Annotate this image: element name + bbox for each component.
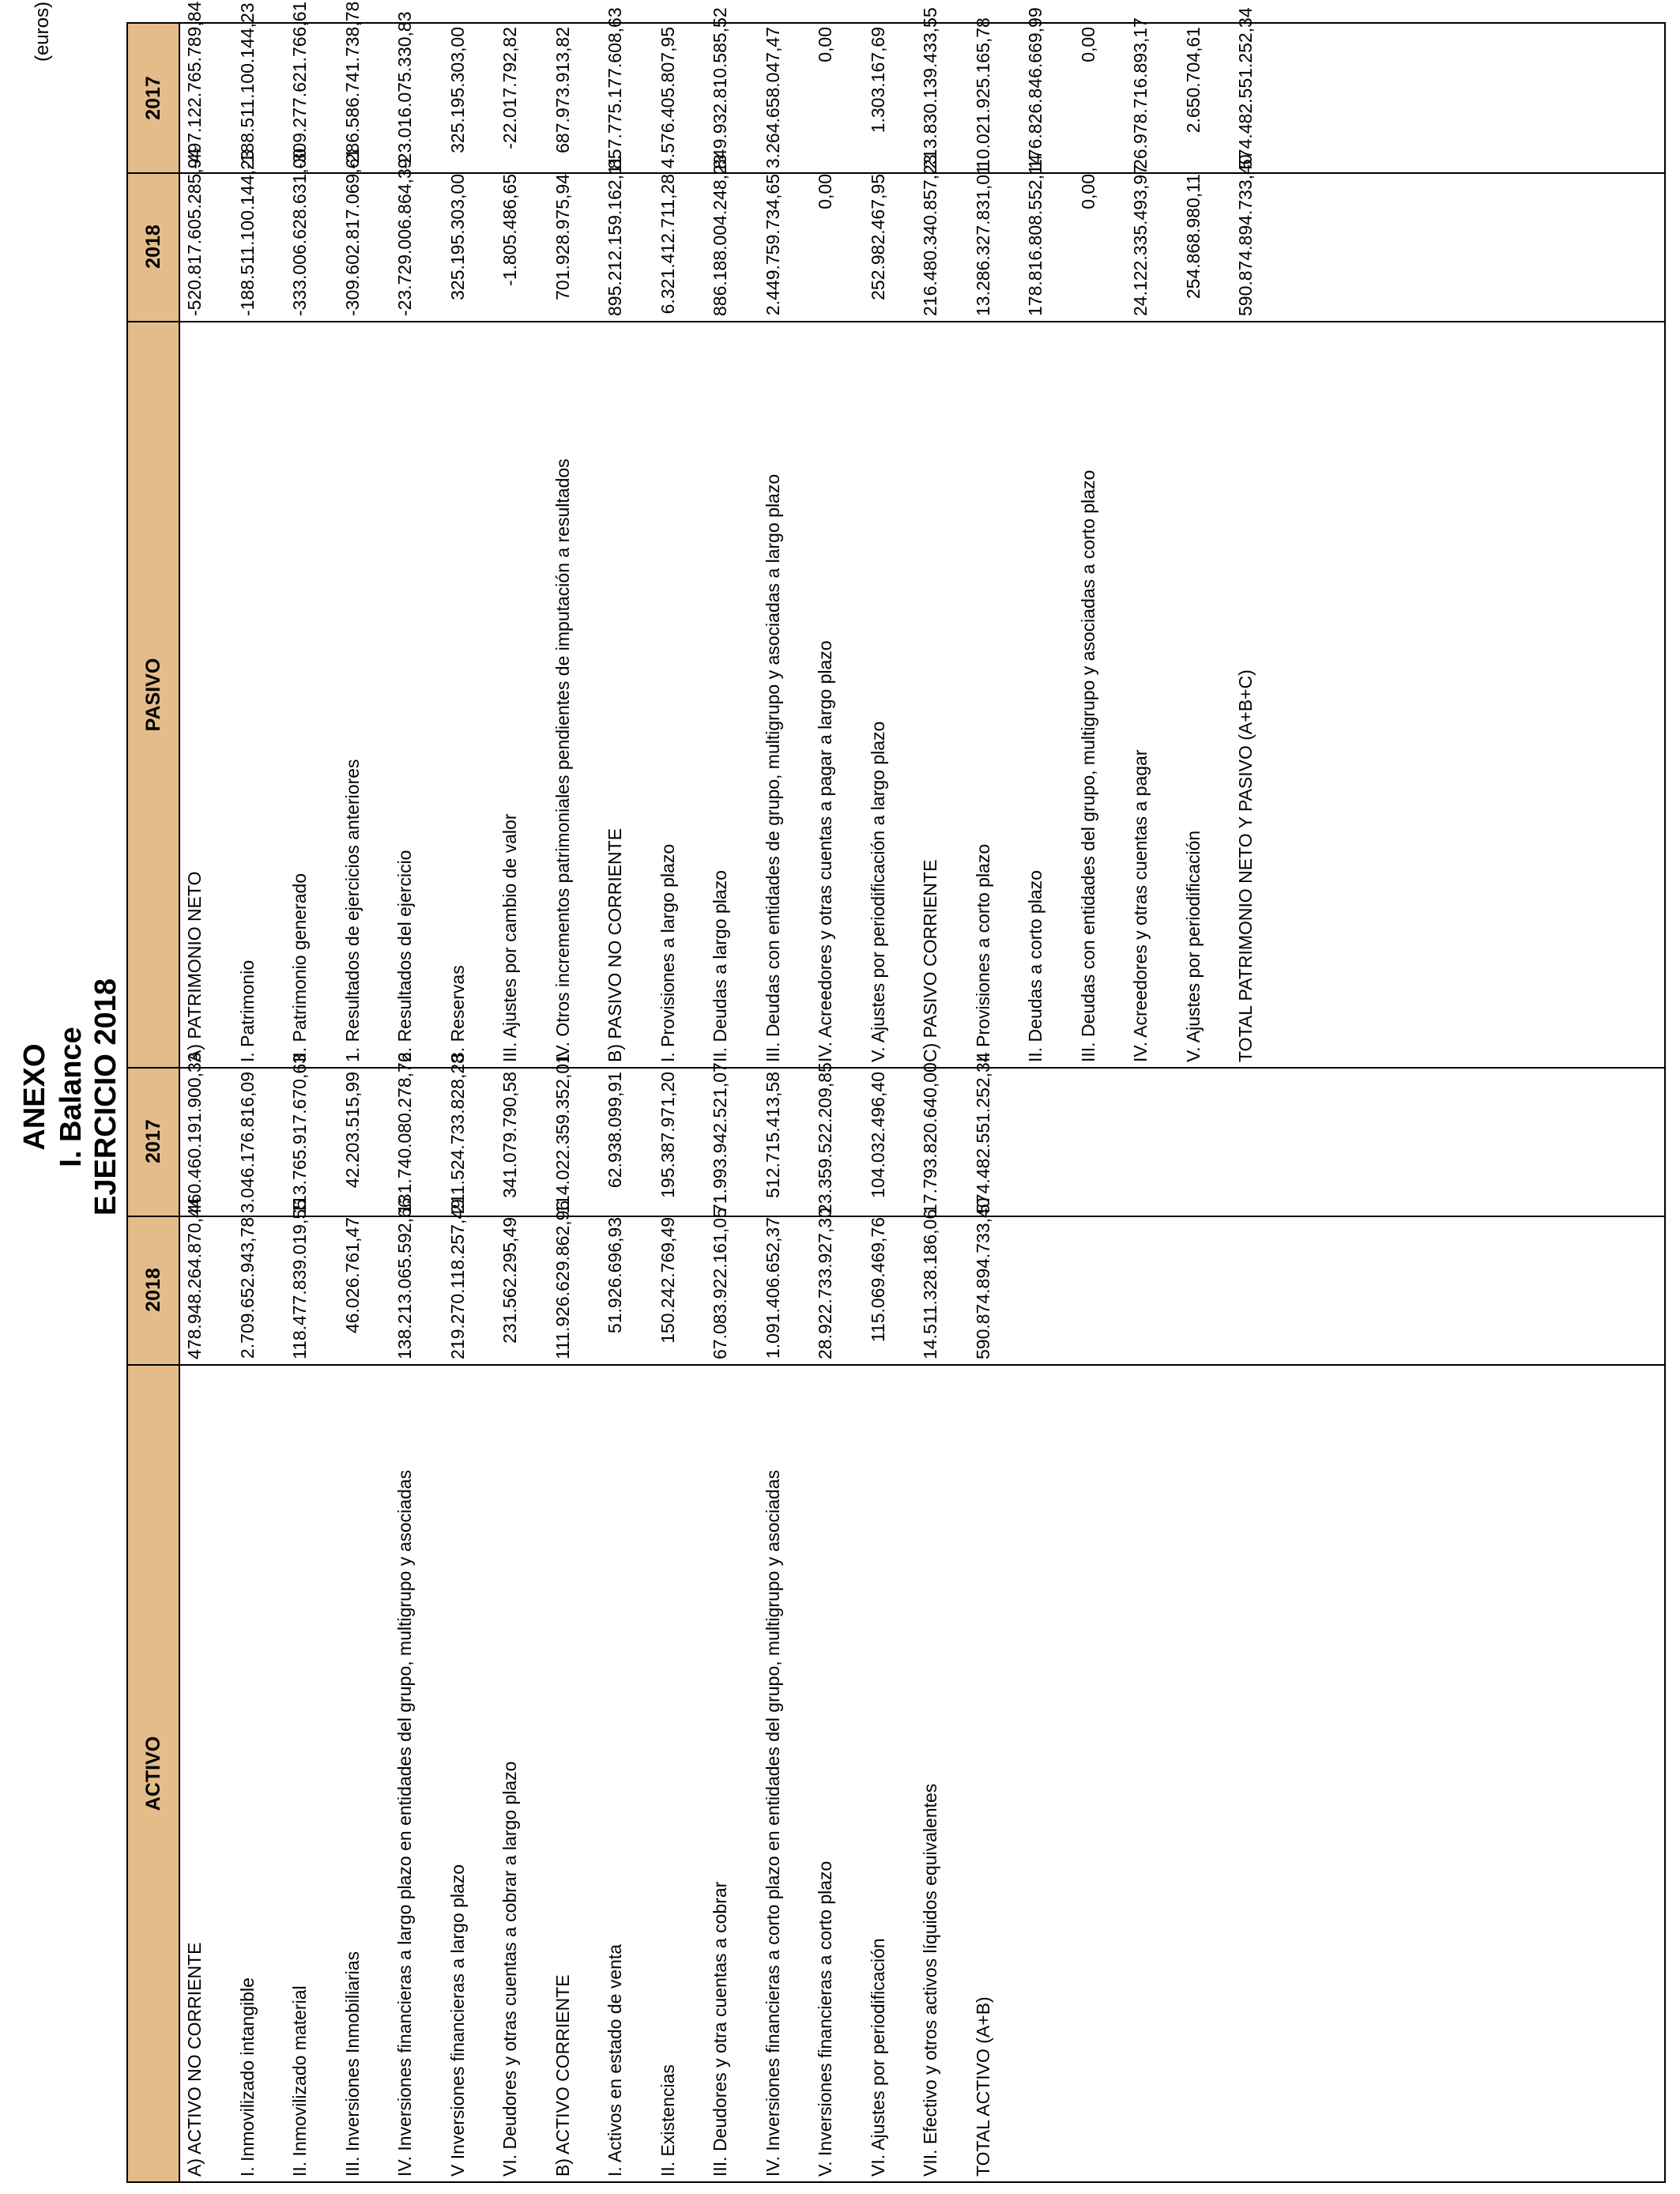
activo-row-value-2018: 51.926.696,93 bbox=[605, 1217, 625, 1334]
activo-header bbox=[128, 1069, 180, 2181]
activo-row-value-2017: 104.032.496,40 bbox=[867, 1072, 888, 1198]
fiscal-year-title: EJERCICIO 2018 bbox=[89, 978, 122, 1216]
pasivo-row bbox=[706, 7, 758, 1067]
pasivo-row-label: 3. Reservas bbox=[446, 965, 468, 1062]
pasivo-row-label: V. Ajustes por periodificación a largo plazo bbox=[867, 721, 888, 1062]
pasivo-row-value-2018: -188.511.100.144,23 bbox=[236, 149, 258, 316]
activo-row bbox=[654, 1069, 706, 2181]
activo-row bbox=[233, 1069, 285, 2181]
pasivo-row bbox=[390, 11, 443, 1067]
activo-row-value-2018: 590.874.894.733,40 bbox=[972, 1197, 993, 1359]
activo-row-value-2017: 460.460.191.900,33 bbox=[184, 1052, 205, 1214]
activo-header-2017: 2017 bbox=[142, 1119, 164, 1163]
activo-row-label: VI. Ajustes por periodificación bbox=[867, 1938, 888, 2177]
pasivo-table bbox=[126, 1, 1666, 1069]
activo-row-label: B) ACTIVO CORRIENTE bbox=[552, 1974, 573, 2177]
pasivo-row-value-2018: 252.982.467,95 bbox=[867, 174, 888, 300]
pasivo-row-value-2017: 4.576.405.807,95 bbox=[657, 27, 678, 169]
activo-row-value-2018: 1.091.406.652,37 bbox=[762, 1217, 783, 1359]
activo-row bbox=[285, 1054, 337, 2181]
pasivo-row bbox=[495, 24, 548, 1067]
activo-row bbox=[443, 1054, 495, 2181]
pasivo-row-value-2018: 2.449.759.734,65 bbox=[762, 174, 783, 316]
pasivo-row-value-2018: -333.006.628.631,00 bbox=[289, 148, 310, 316]
pasivo-row-label: V. Ajustes por periodificación bbox=[1182, 830, 1203, 1062]
activo-row-label: II. Existencias bbox=[657, 2064, 678, 2177]
activo-row-value-2018: 2.709.652.943,78 bbox=[236, 1217, 258, 1359]
pasivo-row-value-2018: 6.321.412.711,28 bbox=[657, 174, 678, 315]
pasivo-row bbox=[285, 1, 337, 1067]
pasivo-row-label: C) PASIVO CORRIENTE bbox=[920, 859, 940, 1062]
pasivo-row-value-2017: -188.511.100.144,23 bbox=[236, 2, 258, 169]
pasivo-row bbox=[443, 24, 495, 1067]
pasivo-row-value-2017: 849.932.810.585,52 bbox=[710, 7, 730, 169]
pasivo-row-value-2018: 590.874.894.733,40 bbox=[1235, 154, 1256, 316]
pasivo-row-value-2017: 574.482.551.252,34 bbox=[1235, 7, 1256, 169]
pasivo-row-value-2017: 857.775.177.608,63 bbox=[605, 7, 625, 169]
activo-row-value-2018: 14.511.328.186,06 bbox=[920, 1208, 940, 1359]
activo-row-label: TOTAL ACTIVO (A+B) bbox=[972, 1996, 993, 2177]
activo-row-value-2018: 115.069.469,76 bbox=[867, 1217, 888, 1343]
activo-row-value-2017: 131.740.080.278,76 bbox=[394, 1052, 415, 1214]
activo-row-value-2018: 150.242.769,49 bbox=[657, 1217, 678, 1344]
balance-subtitle: I. Balance bbox=[55, 1027, 88, 1167]
activo-row-label: VI. Deudores y otras cuentas a cobrar a largo plazo bbox=[499, 1761, 520, 2177]
pasivo-row bbox=[916, 7, 968, 1067]
pasivo-row-value-2017: -23.016.075.330,83 bbox=[394, 11, 415, 169]
pasivo-row-value-2018: -1.805.486,65 bbox=[499, 174, 520, 286]
pasivo-row bbox=[811, 24, 863, 1067]
activo-header-2018: 2018 bbox=[142, 1268, 164, 1312]
pasivo-row-value-2017: 0,00 bbox=[815, 27, 835, 62]
activo-row bbox=[390, 1052, 443, 2181]
pasivo-row bbox=[233, 2, 285, 1067]
activo-table bbox=[126, 1052, 1666, 2183]
pasivo-row-value-2018: 895.212.159.162,11 bbox=[605, 156, 625, 316]
activo-row-label: I. Activos en estado de venta bbox=[605, 1943, 625, 2177]
pasivo-row bbox=[1126, 17, 1178, 1067]
activo-row bbox=[969, 1052, 1021, 2181]
currency-unit: (euros) bbox=[32, 2, 53, 62]
activo-row-value-2018: 67.083.922.161,05 bbox=[710, 1208, 730, 1359]
pasivo-row-value-2017: 10.021.925.165,78 bbox=[972, 17, 993, 169]
activo-row-value-2017: 42.203.515,99 bbox=[341, 1072, 363, 1189]
activo-row-value-2018: 231.562.295,49 bbox=[499, 1217, 520, 1344]
activo-row-value-2018: 28.922.733.927,30 bbox=[815, 1208, 835, 1359]
pasivo-row-value-2017: 3.264.658.047,47 bbox=[762, 27, 783, 169]
activo-row-value-2018: 46.026.761,47 bbox=[341, 1217, 363, 1334]
pasivo-row bbox=[1231, 7, 1283, 1067]
pasivo-row bbox=[864, 24, 916, 1067]
activo-row bbox=[811, 1062, 863, 2181]
pasivo-row-value-2017: -22.017.792,82 bbox=[499, 27, 520, 149]
activo-row-label: IV. Inversiones financieras a largo plazo en entidades del grupo, multigrupo y asociadas bbox=[394, 1469, 415, 2177]
pasivo-row-value-2017: -286.586.741.738,78 bbox=[341, 1, 363, 169]
pasivo-row bbox=[1179, 24, 1231, 1067]
activo-row-value-2018: 118.477.839.019,55 bbox=[289, 1199, 310, 1359]
pasivo-row-value-2018: 178.816.808.552,14 bbox=[1025, 154, 1045, 316]
pasivo-row bbox=[601, 7, 653, 1067]
pasivo-row bbox=[1021, 7, 1073, 1067]
activo-row-label: IV. Inversiones financieras a corto plazo en entidades del grupo, multigrupo y asociadas bbox=[762, 1469, 783, 2177]
pasivo-row-value-2017: 687.973.913,82 bbox=[552, 27, 573, 153]
activo-row-label: II. Inmovilizado material bbox=[289, 1985, 310, 2177]
activo-row bbox=[338, 1069, 390, 2181]
pasivo-row-label: III. Ajustes por cambio de valor bbox=[499, 813, 520, 1062]
pasivo-row bbox=[548, 24, 601, 1067]
activo-row-value-2017: 71.993.942.521,07 bbox=[710, 1062, 730, 1214]
pasivo-row-label: 2. Resultados del ejercicio bbox=[394, 850, 415, 1062]
pasivo-row-label: I. Patrimonio bbox=[236, 959, 258, 1062]
pasivo-row-value-2017: 0,00 bbox=[1077, 27, 1098, 62]
pasivo-row-label: B) PASIVO NO CORRIENTE bbox=[605, 827, 625, 1062]
pasivo-row bbox=[759, 24, 811, 1067]
pasivo-row-value-2018: 0,00 bbox=[815, 174, 835, 209]
pasivo-row-value-2017: 325.195.303,00 bbox=[446, 27, 468, 153]
pasivo-row-label: IV. Otros incrementos patrimoniales pendientes de imputación a resultados bbox=[552, 458, 573, 1062]
pasivo-row-value-2017: -309.277.621.766,61 bbox=[289, 1, 310, 169]
activo-row-value-2018: 111.926.629.862,96 bbox=[552, 1200, 573, 1359]
pasivo-row-value-2018: 886.188.004.248,23 bbox=[710, 154, 730, 316]
pasivo-row bbox=[969, 17, 1021, 1067]
pasivo-header-label: PASIVO bbox=[142, 658, 164, 732]
pasivo-row-value-2017: 2.650.704,61 bbox=[1182, 27, 1203, 134]
annex-title: ANEXO bbox=[18, 1043, 51, 1151]
activo-row-label: I. Inmovilizado intangible bbox=[236, 1977, 258, 2177]
activo-row-value-2017: 62.938.099,91 bbox=[605, 1072, 625, 1189]
activo-row-label: III. Inversiones Inmobiliarias bbox=[341, 1951, 363, 2177]
pasivo-row-value-2018: 0,00 bbox=[1077, 174, 1098, 209]
activo-row-value-2018: 219.270.118.257,49 bbox=[446, 1199, 468, 1359]
activo-row-value-2017: 113.765.917.670,63 bbox=[289, 1054, 310, 1214]
pasivo-row-value-2017: 1.303.167,69 bbox=[867, 27, 888, 134]
pasivo-row-label: IV. Acreedores y otras cuentas a pagar bbox=[1130, 749, 1151, 1062]
activo-row-value-2017: 574.482.551.252,34 bbox=[972, 1052, 993, 1214]
pasivo-header-2018: 2018 bbox=[142, 224, 164, 269]
pasivo-row bbox=[1074, 24, 1126, 1067]
activo-row-value-2017: 512.715.413,58 bbox=[762, 1072, 783, 1198]
pasivo-row-label: III. Deudas con entidades de grupo, multigrupo y asociadas a largo plazo bbox=[762, 473, 783, 1062]
activo-row-value-2017: 17.793.820.640,00 bbox=[920, 1062, 940, 1214]
activo-row-label: III. Deudores y otra cuentas a cobrar bbox=[710, 1881, 730, 2177]
pasivo-row-label: I. Provisiones a corto plazo bbox=[972, 843, 993, 1062]
pasivo-row-value-2018: 325.195.303,00 bbox=[446, 174, 468, 300]
pasivo-row bbox=[338, 1, 390, 1067]
activo-row-value-2017: 341.079.790,58 bbox=[499, 1072, 520, 1198]
activo-row bbox=[180, 1052, 232, 2181]
pasivo-row-label: III. Deudas con entidades del grupo, multigrupo y asociadas a corto plazo bbox=[1077, 469, 1098, 1062]
activo-row-value-2017: 114.022.359.352,01 bbox=[552, 1054, 573, 1214]
pasivo-row-label: II. Deudas a largo plazo bbox=[710, 870, 730, 1062]
activo-row bbox=[601, 1069, 653, 2181]
activo-row-label: VII. Efectivo y otros activos líquidos equivalentes bbox=[920, 1783, 940, 2177]
activo-row bbox=[916, 1062, 968, 2181]
pasivo-row-value-2017: 26.978.716.893,17 bbox=[1130, 17, 1151, 169]
pasivo-row-label: II. Patrimonio generado bbox=[289, 873, 310, 1062]
pasivo-header bbox=[128, 24, 180, 1067]
pasivo-row-value-2017: 213.830.139.433,55 bbox=[920, 7, 940, 169]
pasivo-row-label: A) PATRIMONIO NETO bbox=[184, 871, 205, 1062]
pasivo-row-value-2018: 701.928.975,94 bbox=[552, 174, 573, 300]
activo-row-value-2018: 478.948.264.870,44 bbox=[184, 1197, 205, 1359]
activo-row bbox=[495, 1069, 548, 2181]
pasivo-row-label: 1. Resultados de ejercicios anteriores bbox=[341, 759, 363, 1062]
activo-row bbox=[548, 1054, 601, 2181]
pasivo-row-label: IV. Acreedores y otras cuentas a pagar a largo plazo bbox=[815, 640, 835, 1062]
activo-row-value-2017: 3.046.176.816,09 bbox=[236, 1072, 258, 1214]
pasivo-row-value-2018: -23.729.006.864,39 bbox=[394, 158, 415, 316]
pasivo-row-label: I. Provisiones a largo plazo bbox=[657, 843, 678, 1062]
activo-row-value-2018: 138.213.065.592,66 bbox=[394, 1197, 415, 1359]
activo-row-value-2017: 23.359.522.209,85 bbox=[815, 1062, 835, 1214]
pasivo-row-value-2018: 254.868.980,11 bbox=[1182, 174, 1203, 300]
activo-row bbox=[706, 1062, 758, 2181]
pasivo-row bbox=[654, 24, 706, 1067]
activo-row-label: A) ACTIVO NO CORRIENTE bbox=[184, 1942, 205, 2177]
pasivo-row-value-2018: -520.817.605.285,94 bbox=[184, 148, 205, 316]
pasivo-row-value-2017: -497.122.765.789,84 bbox=[184, 1, 205, 169]
pasivo-row-label: II. Deudas a corto plazo bbox=[1025, 870, 1045, 1062]
pasivo-row-value-2018: 24.122.335.493,97 bbox=[1130, 164, 1151, 316]
activo-row-label: V. Inversiones financieras a corto plazo bbox=[815, 1860, 835, 2177]
pasivo-row-value-2017: 176.826.846.669,99 bbox=[1025, 7, 1045, 169]
activo-header-label: ACTIVO bbox=[142, 1736, 164, 1811]
activo-row-value-2017: 211.524.733.828,28 bbox=[446, 1054, 468, 1214]
pasivo-row-value-2018: 216.480.340.857,23 bbox=[920, 154, 940, 316]
activo-row bbox=[759, 1069, 811, 2181]
pasivo-row-value-2018: 13.286.327.831,01 bbox=[972, 164, 993, 316]
activo-row-value-2017: 195.387.971,20 bbox=[657, 1072, 678, 1198]
pasivo-row-value-2018: -309.602.817.069,61 bbox=[341, 148, 363, 316]
activo-row-label: V Inversiones financieras a largo plazo bbox=[446, 1864, 468, 2177]
pasivo-row bbox=[180, 1, 232, 1067]
activo-row bbox=[864, 1069, 916, 2181]
pasivo-header-2017: 2017 bbox=[142, 76, 164, 120]
pasivo-row-label: TOTAL PATRIMONIO NETO Y PASIVO (A+B+C) bbox=[1235, 669, 1256, 1062]
